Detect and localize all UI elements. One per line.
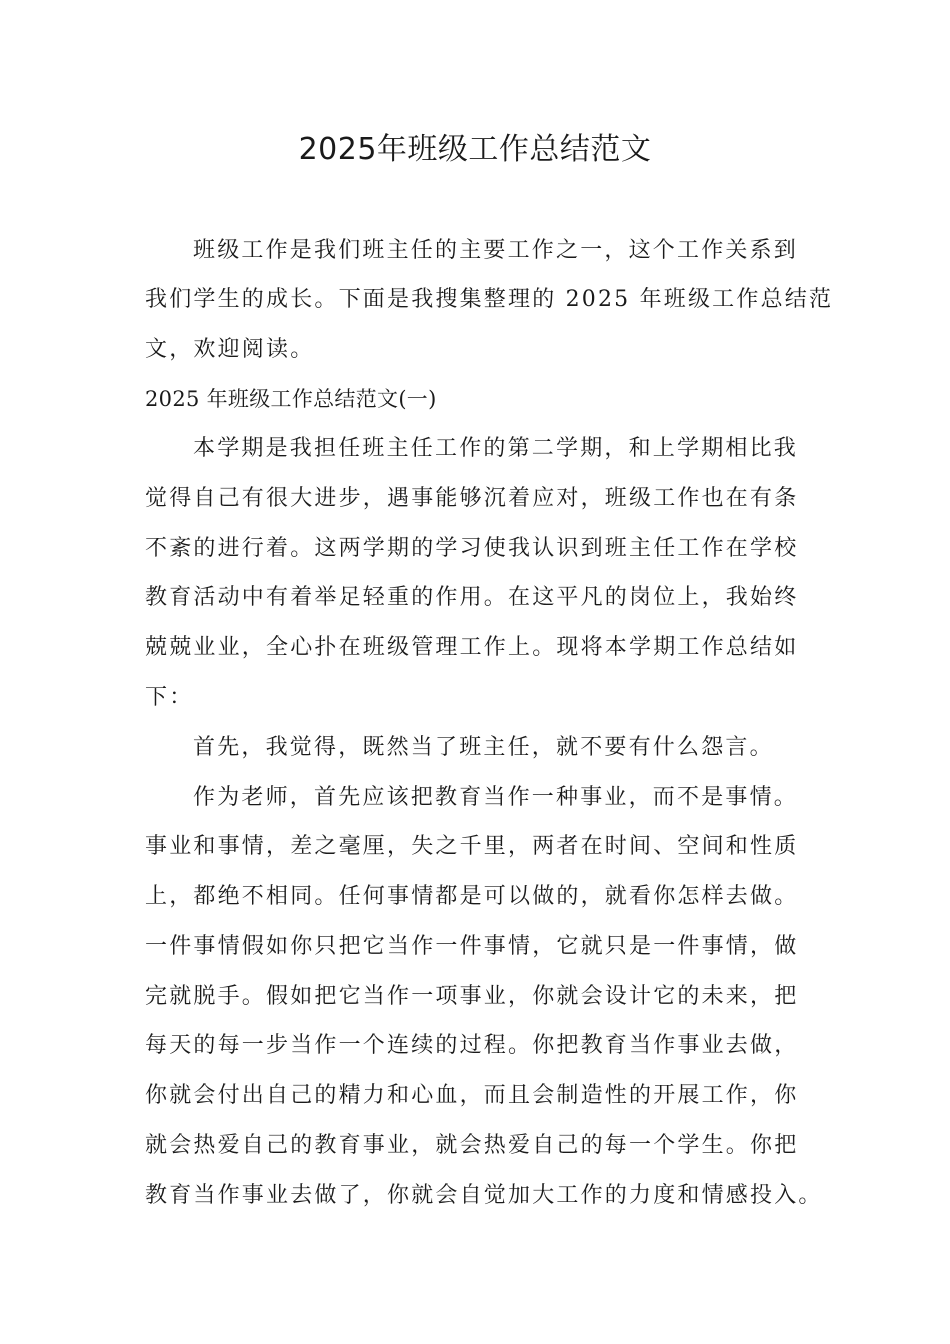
paragraph-line: 上，都绝不相同。任何事情都是可以做的，就看你怎样去做。 bbox=[145, 884, 799, 909]
paragraph-line: 觉得自己有很大进步，遇事能够沉着应对，班级工作也在有条 bbox=[145, 486, 799, 511]
paragraph-line: 教育当作事业去做了，你就会自觉加大工作的力度和情感投入。 bbox=[145, 1183, 823, 1208]
paragraph-line: 作为老师，首先应该把教育当作一种事业，而不是事情。 bbox=[193, 785, 799, 810]
paragraph-line: 下： bbox=[145, 685, 194, 710]
intro-line: 我们学生的成长。下面是我搜集整理的 2025 年班级工作总结范 bbox=[145, 287, 834, 312]
paragraph-line: 完就脱手。假如把它当作一项事业，你就会设计它的未来，把 bbox=[145, 984, 799, 1009]
document-title: 2025年班级工作总结范文 bbox=[298, 132, 652, 167]
paragraph-line: 事业和事情，差之毫厘，失之千里，两者在时间、空间和性质 bbox=[145, 834, 799, 859]
paragraph-line: 每天的每一步当作一个连续的过程。你把教育当作事业去做， bbox=[145, 1033, 799, 1058]
paragraph-line: 一件事情假如你只把它当作一件事情，它就只是一件事情，做 bbox=[145, 934, 799, 959]
paragraph-line: 你就会付出自己的精力和心血，而且会制造性的开展工作，你 bbox=[145, 1083, 799, 1108]
paragraph-line: 不紊的进行着。这两学期的学习使我认识到班主任工作在学校 bbox=[145, 536, 799, 561]
paragraph-line: 本学期是我担任班主任工作的第二学期，和上学期相比我 bbox=[193, 436, 799, 461]
paragraph-line: 兢兢业业，全心扑在班级管理工作上。现将本学期工作总结如 bbox=[145, 635, 799, 660]
intro-line: 班级工作是我们班主任的主要工作之一，这个工作关系到 bbox=[193, 238, 799, 263]
section-heading: 2025 年班级工作总结范文(一) bbox=[145, 387, 437, 411]
paragraph-line: 教育活动中有着举足轻重的作用。在这平凡的岗位上，我始终 bbox=[145, 585, 799, 610]
paragraph-line: 首先，我觉得，既然当了班主任，就不要有什么怨言。 bbox=[193, 735, 774, 760]
intro-line: 文，欢迎阅读。 bbox=[145, 337, 315, 362]
paragraph-line: 就会热爱自己的教育事业，就会热爱自己的每一个学生。你把 bbox=[145, 1133, 799, 1158]
